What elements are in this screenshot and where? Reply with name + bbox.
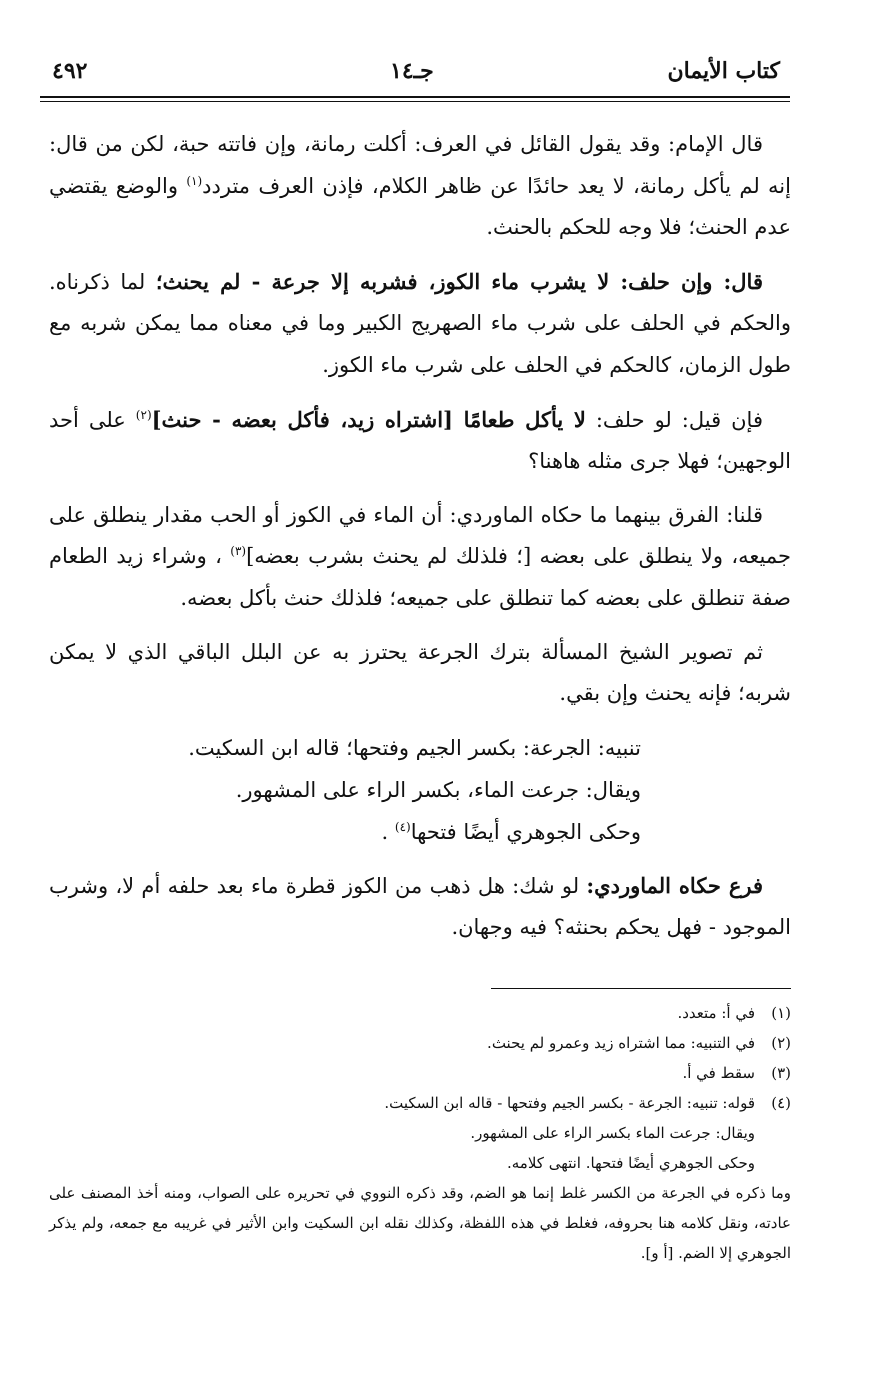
note-line-3 [49,811,791,853]
footnote-ref-2: (٢) [135,407,152,422]
footnote-2 [49,1028,791,1058]
footnote-text: سقط في أ. [682,1064,755,1082]
paragraph-text: . [381,819,395,844]
footnote-1 [49,998,791,1028]
footnote-text: قوله: تنبيه: الجرعة - بكسر الجيم وفتحها - قاله ابن السكيت. [384,1094,755,1112]
header-rule-thick [40,96,790,98]
paragraph-1 [49,124,791,249]
footnote-4-line-2: ويقال: جرعت الماء بكسر الراء على المشهور. [470,1124,755,1142]
paragraph-text: قلنا: الفرق بينهما ما حكاه الماوردي: أن الماء في الكوز أو الحب مقدار ينطلق على جميعه، ولا ينطلق على بعضه [؛ فلذلك لم يحنث بشرب بعضه] [49,502,791,569]
paragraph-text: قال الإمام: وقد يقول القائل في العرف: أكلت رمانة، وإن فاتته حبة، لكن من قال: إنه لم يأكل رمانة، لا يعد حائدًا عن ظاهر الكلام، فإذن العرف متردد [49,132,791,198]
footnote-number: (٢) [771,1034,791,1052]
paragraph-2 [49,261,791,387]
paragraph-text: فإن قيل: لو حلف: [585,407,763,432]
footnote-text: في أ: متعدد. [677,1004,755,1022]
paragraph-text: والوضع يقتضي عدم الحنث؛ فلا وجه للحكم بالحنث. [49,173,791,240]
paragraph-3 [49,399,791,483]
footnote-3 [49,1058,791,1088]
volume-label: جـ١٤ [390,58,434,84]
paragraph-7 [49,865,791,949]
chapter-title: كتاب الأيمان [667,58,780,84]
paragraph-lead-bold: قال: وإن حلف: لا يشرب ماء الكوز، فشربه إلا جرعة - لم يحنث؛ [155,268,763,294]
footnote-number: (١) [771,1004,791,1022]
paragraph-5: ثم تصوير الشيخ المسألة بترك الجرعة يحترز به عن البلل الباقي الذي لا يمكن شربه؛ فإنه يحنث وإن بقي. [49,639,791,706]
footnote-number: (٤) [771,1094,791,1112]
footnote-separator [491,988,791,989]
paragraph-text: ، وشراء زيد الطعام صفة تنطلق على بعضه كما تنطلق على جميعه؛ فلذلك حنث بأكل بعضه. [49,544,791,610]
footnote-4-line-3: وحكى الجوهري أيضًا فتحها. انتهى كلامه. [506,1154,755,1172]
main-text [49,124,791,961]
footnote-ref-1: (١) [186,173,203,188]
paragraph-lead-bold: فرع حكاه الماوردي: [586,872,763,898]
footnote-ref-3: (٣) [230,544,247,559]
footnote-text: في التنبيه: مما اشتراه زيد وعمرو لم يحنث. [487,1034,755,1052]
paragraph-text: لو شك: هل ذهب من الكوز قطرة ماء بعد حلفه أم لا، وشرب الموجود - فهل يحكم بحنثه؟ فيه وجهان. [49,873,791,940]
footnotes [49,998,791,1268]
paragraph-text: على أحد الوجهين؛ فهلا جرى مثله هاهنا؟ [49,407,791,474]
paragraph-bold: لا يأكل طعامًا [اشتراه زيد، فأكل بعضه - حنث] [151,406,586,432]
header-rule-thin [40,101,790,102]
note-line-2: ويقال: جرعت الماء، بكسر الراء على المشهور. [235,777,641,802]
footnote-number: (٣) [771,1064,791,1082]
paragraph-4 [49,495,791,620]
footnote-4 [49,1088,791,1118]
running-head [40,54,790,94]
footnote-4-comment: وما ذكره في الجرعة من الكسر غلط إنما هو الضم، وقد ذكره النووي في تحريره على الصواب، ومنه أخذ المصنف على عادته، ونقل كلامه هنا بحروفه، فغلط في هذه اللفظة، وكذلك نقله ابن السكيت وابن الأثير في غريبه مع جمعه، ولم يذكر الجوهري إلا الضم. [أ و]. [49,1184,791,1262]
paragraph-text: لما ذكرناه. والحكم في الحلف على شرب ماء الصهريج الكبير وما في معناه مما يمكن شربه مع طول الزمان، كالحكم في الحلف على شرب ماء الكوز. [49,269,791,377]
note-line-1: تنبيه: الجرعة: بكسر الجيم وفتحها؛ قاله ابن السكيت. [188,735,641,760]
footnote-ref-4: (٤) [394,819,411,834]
paragraph-text: وحكى الجوهري أيضًا فتحها [410,819,641,844]
page-number: ٤٩٢ [52,58,88,84]
